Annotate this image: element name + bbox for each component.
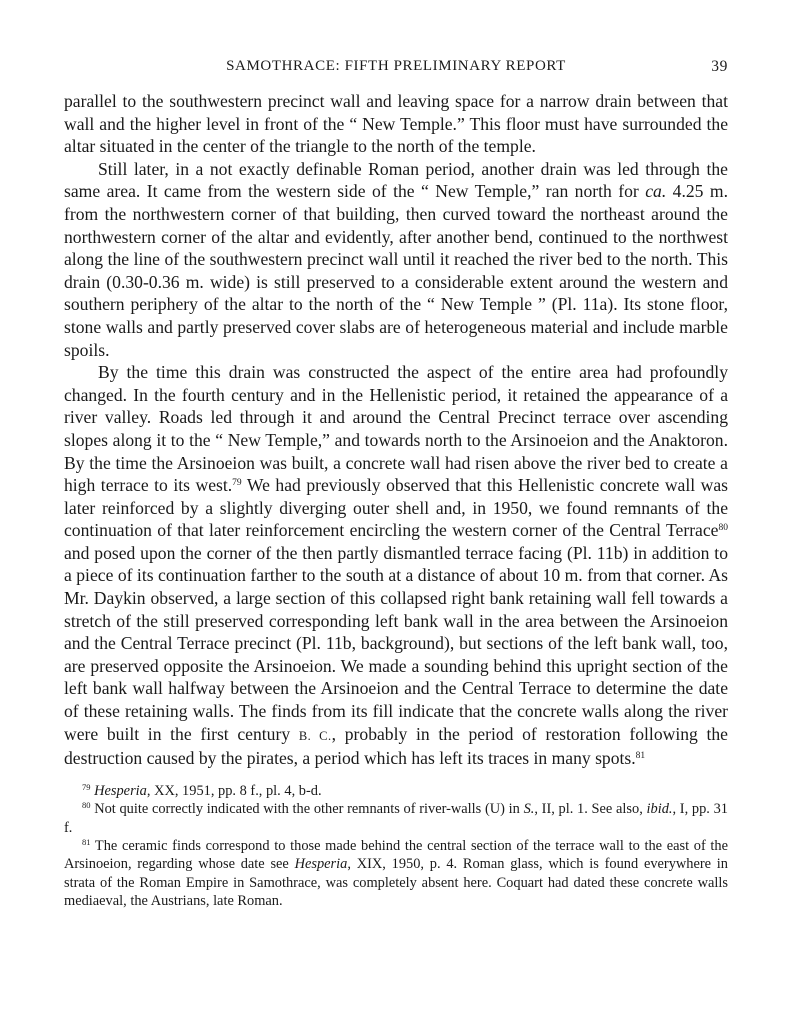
footnote-79: $^{79}$ Hesperia, XX, 1951, pp. 8 f., pl. 4, b-d. (82, 781, 322, 799)
paragraph-1: parallel to the southwestern precinct wall and leaving space for a narrow drain between that wall and the higher level in front of the “ New Temple.” This floor must have surrounded the altar situated in the center of the triangle to the north of the temple. (64, 91, 728, 157)
era-abbreviation: B. C. (298, 728, 332, 743)
footnote-number: 79 (82, 781, 91, 792)
footnote-number: 80 (82, 800, 91, 811)
footnote-number: 81 (82, 837, 91, 848)
paragraph-2: Still later, in a not exactly definable Roman period, another drain was led through the same area. It came from the western side of the “ New Temple,” ran north for ca. 4.25 m. from the northwestern corner of that building, then curved toward the northeast around the northwestern corner of the altar and evidently, after another bend, continued to the northwest along the line of the southwestern precinct wall until it reached the river bed to the north. This drain (0.30-0.36 m. wide) is still preserved to a considerable extent around the western and southern periphery of the altar to the north of the “ New Temple ” (Pl. 11a). Its stone floor, stone walls and partly preserved cover slabs are of heterogeneous material and include marble spoils. (64, 158, 728, 360)
footnote-81: $^{81}$ The ceramic finds correspond to those made behind the central section of the terrace wall to the east of the Arsinoeion, regarding whose date see Hesperia, XIX, 1950, p. 4. Roman glass, which is found everywhere in strata of the Roman Empire in Samothrace, was completely absent here. Coquart had dated these concrete walls mediaeval, the Austrians, late Roman. (64, 837, 729, 910)
running-title: SAMOTHRACE: FIFTH PRELIMINARY REPORT (226, 58, 566, 74)
page-number: 39 (711, 58, 728, 75)
running-head (64, 56, 728, 80)
paragraph-3: By the time this drain was constructed the aspect of the entire area had profoundly changed. In the fourth century and in the Hellenistic period, it retained the appearance of a river valley. Roads led through it and around the Central Precinct terrace over ascending slopes along it to the “ New Temple,” and towards north to the Arsinoeion and the Anaktoron. By the time the Arsinoeion was built, a concrete wall had risen above the river bed to create a high terrace to its west.$^{79}$ We had previously observed that this Hellenistic concrete wall was later reinforced by a slightly diverging outer shell and, in 1950, we found remnants of the continuation of that later reinforcement encircling the western corner of the Central Terrace$^{80}$ and posed upon the corner of the then partly dismantled terrace facing (Pl. 11b) in addition to a piece of its continuation farther to the south at a distance of about 10 m. from that corner. As Mr. Daykin observed, a large section of this collapsed right bank retaining wall fell towards a stretch of the still preserved corresponding left bank wall in the area between the Arsinoeion and the Central Terrace precinct (Pl. 11b, background), but sections of the left bank wall, too, are preserved opposite the Arsinoeion. We made a sounding behind this upright section of the left bank wall halfway between the Arsinoeion and the Central Terrace to determine the date of these retaining walls. The finds from its fill indicate that the concrete walls along the river were built in the first century B. C., probably in the period of restoration following the destruction caused by the pirates, a period which has left its traces in many spots.$^{81}$ (64, 362, 729, 769)
footnote-ref-79[interactable]: 79 (232, 478, 242, 489)
body-text (64, 90, 728, 770)
footnote-ref-80[interactable]: 80 (718, 523, 728, 534)
footnotes (64, 782, 728, 911)
footnote-80: $^{80}$ Not quite correctly indicated with the other remnants of river-walls (U) in S., II, pl. 1. See also, ibid., I, pp. 31 f. (64, 800, 728, 836)
footnote-ref-81[interactable]: 81 (635, 751, 646, 762)
report-page (64, 56, 728, 911)
